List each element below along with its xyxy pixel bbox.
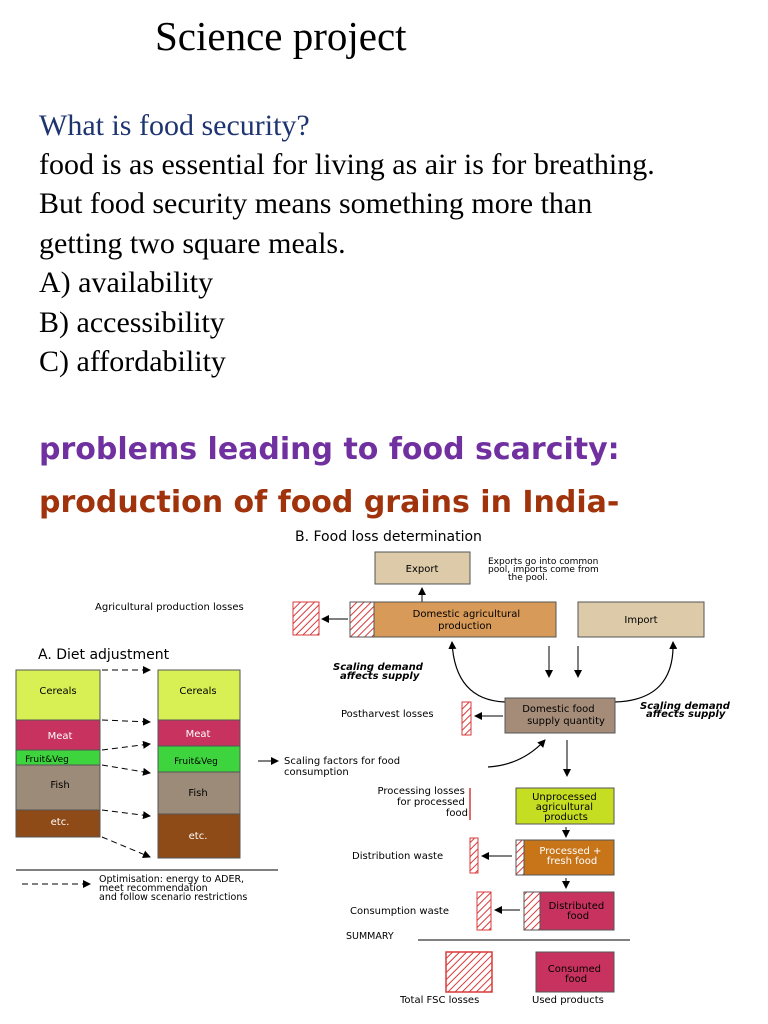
diet-right-fish: Fish bbox=[188, 788, 208, 799]
diet-right-cereals: Cereals bbox=[179, 686, 217, 697]
page-title: Science project bbox=[155, 13, 407, 59]
food-loss-title: B. Food loss determination bbox=[295, 529, 482, 545]
body-line: getting two square meals. bbox=[39, 226, 346, 260]
consumption-waste-label: Consumption waste bbox=[350, 906, 449, 917]
list-item-availability: A) availability bbox=[39, 266, 214, 300]
list-item-affordability: C) affordability bbox=[39, 345, 226, 379]
ag-losses-hatch bbox=[293, 602, 319, 635]
food-loss-diagram bbox=[0, 520, 768, 1024]
consumption-hatch bbox=[477, 892, 491, 930]
diet-right-etc: etc. bbox=[188, 831, 208, 842]
optimisation-note: Optimisation: energy to ADER, meet recommendation and follow scenario restrictions bbox=[99, 874, 248, 903]
diet-adjustment-title: A. Diet adjustment bbox=[38, 647, 170, 663]
scaling-demand-right: Scaling demand affects supply bbox=[640, 701, 730, 720]
summary-label: SUMMARY bbox=[346, 931, 394, 942]
domestic-food-label: Domestic food supply quantity bbox=[522, 704, 605, 727]
export-label: Export bbox=[405, 564, 439, 575]
problems-heading: problems leading to food scarcity: bbox=[39, 432, 620, 467]
domestic-ag-label: Domestic agricultural production bbox=[412, 609, 521, 632]
diet-mapping-arrows bbox=[102, 670, 150, 857]
processing-losses-label: Processing losses for processed food bbox=[377, 786, 468, 819]
diet-right-meat: Meat bbox=[185, 729, 211, 740]
distribution-waste-label: Distribution waste bbox=[352, 851, 444, 862]
import-label: Import bbox=[624, 615, 658, 626]
diet-left-meat: Meat bbox=[47, 731, 73, 742]
consumed-label: Consumed food bbox=[547, 964, 602, 985]
scaling-demand-left: Scaling demand affects supply bbox=[333, 662, 423, 682]
unprocessed-label: Unprocessed agricultural products bbox=[532, 792, 597, 823]
body-text bbox=[39, 145, 655, 381]
question-heading: What is food security? bbox=[39, 109, 310, 142]
diet-right-column bbox=[158, 670, 240, 858]
export-note: Exports go into common pool, imports come from the pool. bbox=[488, 557, 599, 583]
distribution-hatch bbox=[470, 838, 478, 873]
diet-left-column bbox=[16, 670, 100, 837]
diet-left-etc: etc. bbox=[50, 817, 70, 828]
total-losses-label: Total FSC losses bbox=[400, 995, 480, 1006]
processed-label: Processed + fresh food bbox=[539, 846, 602, 867]
diet-left-fruitveg: Fruit&Veg bbox=[25, 755, 69, 765]
postharvest-hatch bbox=[462, 702, 471, 735]
diet-left-fish: Fish bbox=[50, 780, 70, 791]
ag-losses-label: Agricultural production losses bbox=[95, 602, 244, 613]
diet-left-cereals: Cereals bbox=[39, 686, 77, 697]
scaling-factors-label: Scaling factors for food consumption bbox=[284, 756, 401, 778]
diet-right-fruitveg: Fruit&Veg bbox=[174, 757, 218, 767]
distributed-label: Distributed food bbox=[548, 901, 605, 922]
body-line: But food security means something more than bbox=[39, 187, 593, 221]
body-line: food is as essential for living as air is for breathing. bbox=[39, 148, 655, 181]
used-products-label: Used products bbox=[532, 995, 604, 1006]
production-heading: production of food grains in India- bbox=[39, 485, 620, 520]
postharvest-label: Postharvest losses bbox=[341, 709, 434, 720]
total-losses-box bbox=[446, 952, 492, 992]
list-item-accessibility: B) accessibility bbox=[39, 305, 225, 339]
